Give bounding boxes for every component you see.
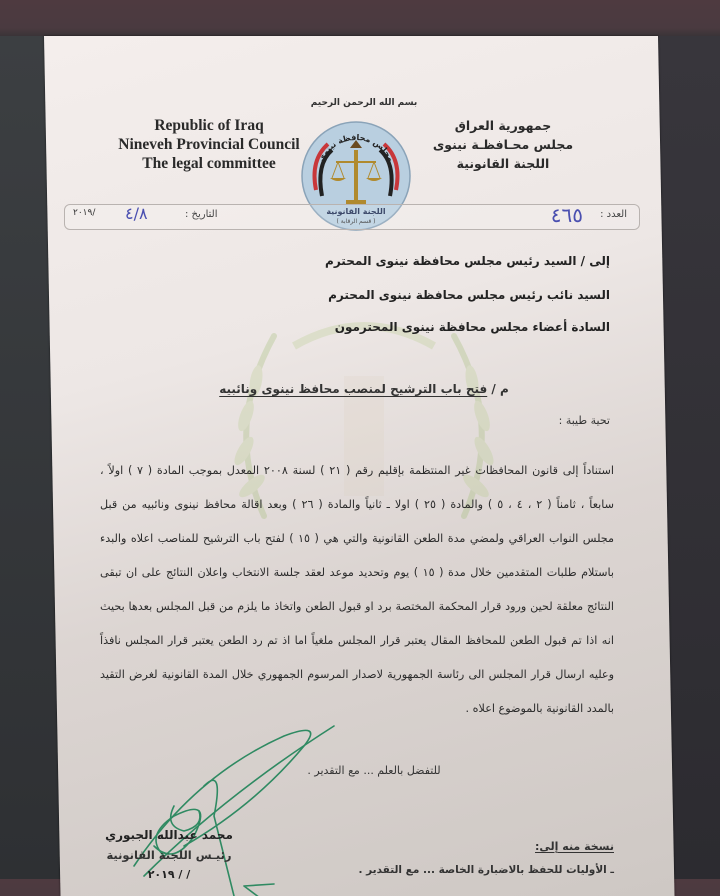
body-line: استناداً إلى قانون المحافظات غير المنتظمة بإقليم رقم ( ٢١ ) لسنة ٢٠٠٨ المعدل بموجب المادة ( ٧ ) اولاً ، bbox=[100, 464, 614, 477]
subject-prefix: م / bbox=[491, 382, 509, 396]
reference-number-label: العدد : bbox=[600, 209, 627, 220]
body-line: باستلام طلبات المتقدمين خلال مدة ( ١٥ ) يوم وتحديد موعد لعقد جلسة الانتخاب واعلان النتائج على ان تبقى bbox=[100, 566, 614, 579]
logo-sub-text: ( قسم الرقابة ) bbox=[336, 218, 376, 225]
basmala: بسم الله الرحمن الرحيم bbox=[310, 98, 418, 108]
closing-line: للتفضل بالعلم ... مع التقدير . bbox=[307, 764, 441, 777]
logo-ring-text: مجلس محافظة نينوى bbox=[316, 132, 396, 163]
letter-paper bbox=[44, 36, 675, 896]
body-line: وعليه ارسال قرار المجلس الى رئاسة الجمهورية لاصدار المرسوم الجمهوري خلال المدة القانونية لغرض التقيد bbox=[100, 668, 614, 681]
letterhead-english-line2: Nineveh Provincial Council bbox=[118, 136, 300, 153]
subject-line bbox=[194, 382, 534, 396]
body-line: انه اذا تم قبول الطعن للمحافظ المقال يعتبر قرار المجلس ملغياً اما اذ تم رد الطعن يعتبر قرار المجلس نافذاً bbox=[100, 634, 614, 647]
signatory-name: محمد عبدالله الجبوري bbox=[105, 828, 233, 842]
recipient-line: إلى / السيد رئيس مجلس محافظة نينوى المحترم bbox=[325, 254, 610, 268]
body-line: سابعاً ، ثامناً ( ٢ ، ٤ ، ٥ ) والمادة ( ٢٥ ) اولا ـ ثانياً والمادة ( ٢٦ ) وبعد اقالة محافظ نينوى ونائبيه من قبل bbox=[100, 498, 615, 511]
reference-bar bbox=[64, 204, 640, 230]
letterhead-arabic bbox=[428, 116, 578, 173]
body-line: النتائج معلقة لحين ورود قرار المحكمة المختصة برد او قبول الطعن واتخاذ ما يلزم من قبل المجلس بعدها بحيث bbox=[100, 600, 614, 613]
cc-item: ـ الأوليات للحفظ بالاضبارة الخاصة ... مع التقدير . bbox=[358, 864, 614, 876]
cc-heading bbox=[314, 840, 614, 853]
reference-date-value: ٤/٨ bbox=[125, 204, 148, 223]
signatory-title: رئيـس اللجنة القانونية bbox=[106, 848, 232, 862]
letterhead-english-line3: The legal committee bbox=[142, 155, 276, 172]
letterhead-english-line1: Republic of Iraq bbox=[154, 117, 264, 134]
letterhead-arabic-line2: مجلس محـافظـة نينوى bbox=[432, 137, 574, 152]
reference-number-value: ٤٦٥ bbox=[550, 203, 583, 227]
letterhead-english bbox=[104, 116, 314, 173]
letterhead-arabic-line1: جمهورية العراق bbox=[454, 118, 552, 133]
cc-heading-text: نسخة منه إلى: bbox=[535, 840, 614, 853]
reference-date-label: التاريخ : bbox=[185, 209, 218, 220]
greeting: تحية طيبة : bbox=[558, 414, 610, 427]
recipient-line: السادة أعضاء مجلس محافظة نينوى المحترمون bbox=[334, 320, 610, 334]
letterhead-arabic-line3: اللجنة القانونية bbox=[456, 156, 550, 171]
reference-date-year: ٢٠١٩/ bbox=[73, 208, 96, 218]
body-line: بالمدد القانونية بالموضوع اعلاه . bbox=[465, 702, 614, 715]
signatory-date: ٢٠١٩ / / bbox=[147, 868, 191, 881]
logo-bottom-text: اللجنة القانونية bbox=[326, 207, 386, 216]
body-line: مجلس النواب العراقي ولمضي مدة الطعن القانونية والتي هي ( ١٥ ) لفتح باب الترشيح للمناصب اعلاه والبدء bbox=[100, 532, 614, 545]
subject-text: فتح باب الترشيح لمنصب محافظ نينوى ونائبيه bbox=[219, 382, 488, 396]
recipient-line: السيد نائب رئيس مجلس محافظة نينوى المحترم bbox=[328, 288, 610, 302]
